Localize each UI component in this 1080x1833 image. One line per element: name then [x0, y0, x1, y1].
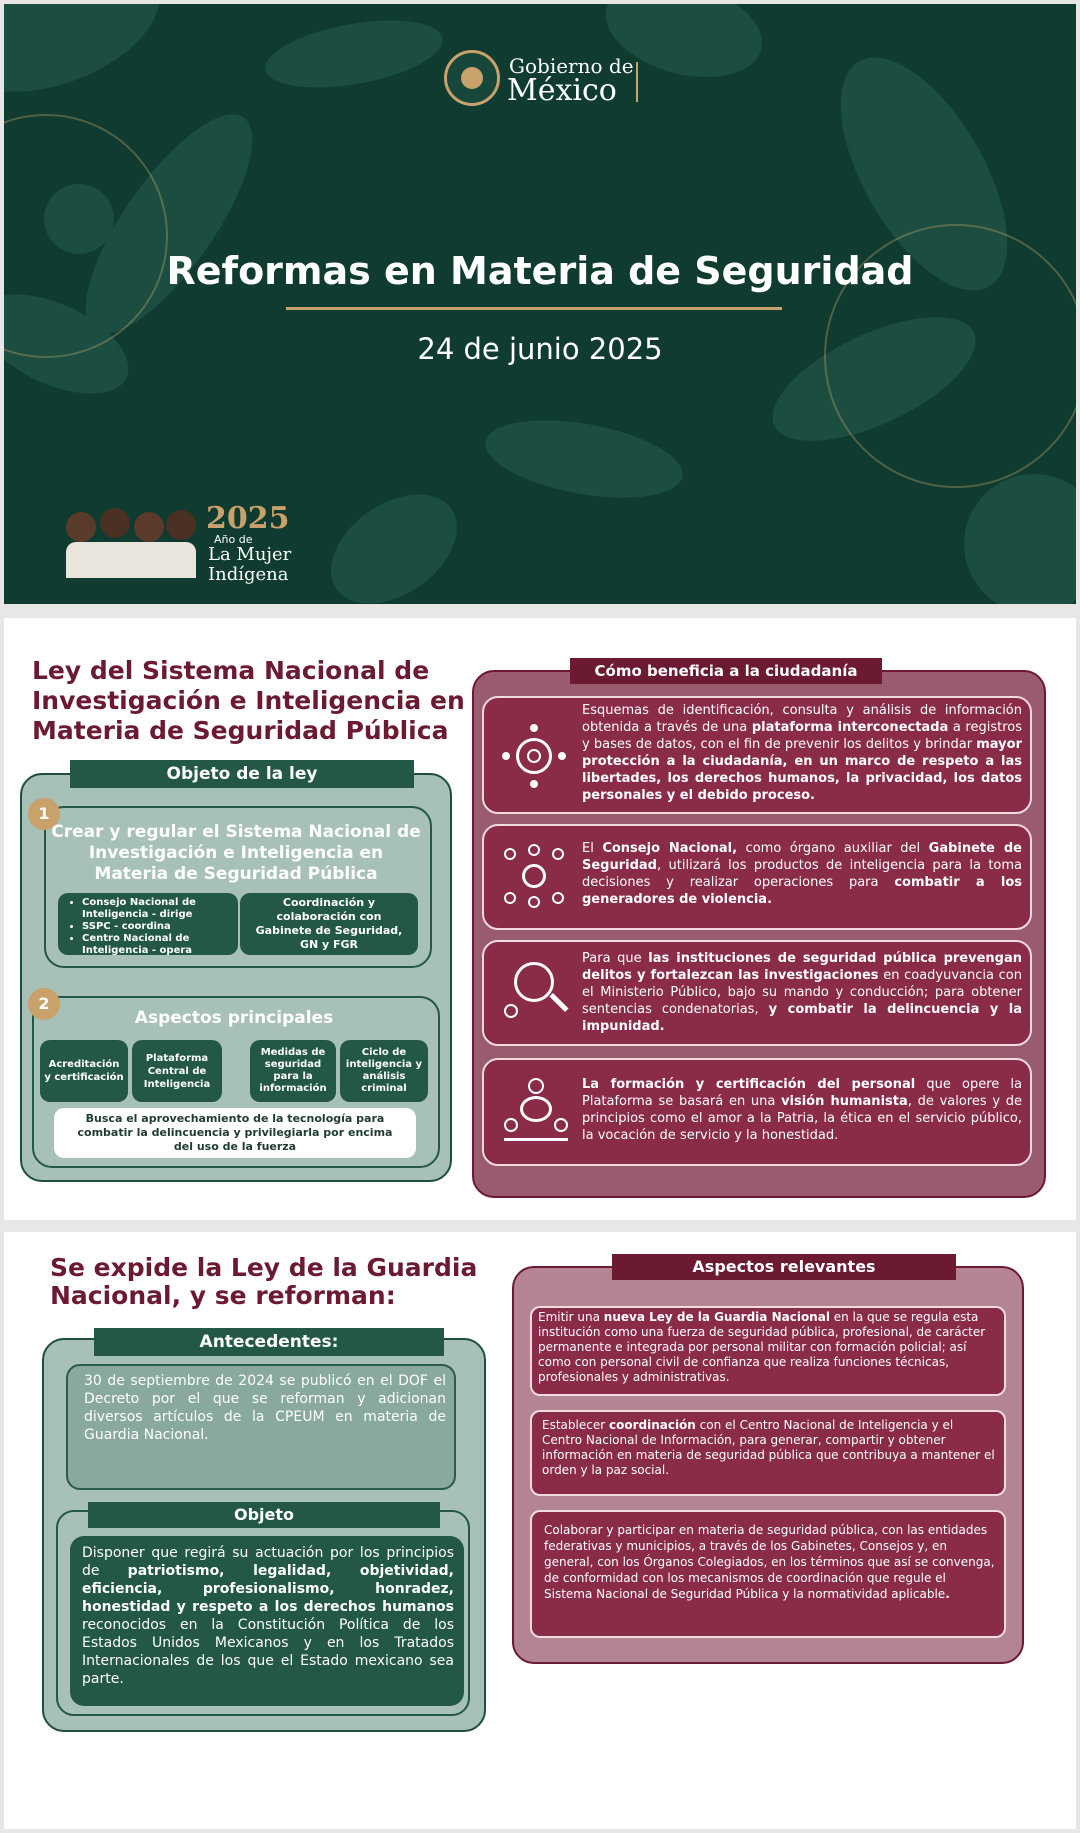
- text: Esquemas de identificación, consulta y análisis de información obtenida a través de una: [582, 703, 1022, 735]
- text: , utilizará los productos de inteligencia para la toma decisiones y realizar operaciones para: [582, 858, 1022, 890]
- step-2-badge: 2: [28, 988, 60, 1020]
- badge-line1: Año de: [214, 533, 253, 546]
- text: en la que se regula esta institución como una fuerza de seguridad pública, profesional, de carácter permanente e integrada por personal militar con formación policial; así como con personal civil de confianza que realiza funciones técnicas, profesionales y administrativas.: [538, 1310, 986, 1384]
- bullet-sspc: • SSPC - coordina: [82, 921, 234, 933]
- aspect-medidas: Medidas de seguridad para la información: [250, 1040, 336, 1102]
- bold-text: las instituciones de seguridad pública prevengan delitos y fortalezcan las investigaciones: [582, 951, 1022, 983]
- heading-line-3: Materia de Seguridad Pública: [32, 716, 449, 745]
- antecedentes-text: 30 de septiembre de 2024 se publicó en el DOF el Decreto por el que se reforman y adicionan diversos artículos de la CPEUM en materia de Guardia Nacional.: [84, 1373, 446, 1443]
- bullet-consejo: • Consejo Nacional de Inteligencia - dirige: [82, 897, 234, 921]
- text: a registros y bases de datos, con el fin de prevenir los delitos y brindar: [582, 720, 1022, 752]
- antecedentes-tab: Antecedentes:: [94, 1328, 444, 1356]
- heading-line-2: Investigación e Inteligencia en: [32, 686, 465, 715]
- bold-text: combatir a los generadores de violencia.: [582, 875, 1022, 907]
- bold-text: nueva Ley de la Guardia Nacional: [603, 1310, 830, 1324]
- bold-text: plataforma interconectada: [751, 720, 949, 735]
- objeto-text: [82, 1544, 454, 1688]
- aspectos-title: Aspectos principales: [134, 1008, 334, 1028]
- guardia-slide: [4, 1232, 1076, 1829]
- text: Colaborar y participar en materia de seguridad pública, con las entidades federativas y municipios, a través de los Gabinetes, Consejos y, en general, con los Órganos Colegiados, en los términos que así se convenga, de conformidad con los mecanismos de coordinación que regule el Sistema Nacional de Seguridad Pública y la normatividad aplicable: [544, 1523, 995, 1601]
- relevant-text-ley: [538, 1310, 1000, 1385]
- beneficia-tab: Cómo beneficia a la ciudadanía: [570, 658, 882, 684]
- objeto-tab-3: Objeto: [88, 1502, 440, 1528]
- badge-line2: La Mujer: [208, 544, 292, 565]
- bullets-box: [58, 893, 238, 955]
- bold-text: .: [945, 1587, 950, 1601]
- heading-line-1: Se expide la Ley de la Guardia: [50, 1253, 478, 1282]
- slide3-heading: [50, 1254, 490, 1310]
- text: Emitir una: [538, 1310, 604, 1324]
- text: Disponer que regirá su actuación por los principios de: [82, 1545, 454, 1579]
- badge-year: 2025: [206, 501, 290, 536]
- certified-staff-icon: [504, 1078, 568, 1142]
- bold-text: visión humanista: [781, 1094, 908, 1109]
- aspect-ciclo: Ciclo de inteligencia y análisis criminal: [340, 1040, 428, 1102]
- relevant-text-colaborar: [544, 1522, 996, 1602]
- logo-divider: [636, 62, 638, 102]
- relevant-text-coordinacion: [542, 1418, 996, 1478]
- network-gear-icon: [502, 724, 566, 788]
- coordination-box: Coordinación y colaboración con Gabinete de Seguridad, GN y FGR: [240, 893, 418, 955]
- busca-box: Busca el aprovechamiento de la tecnología para combatir la delincuencia y privilegiarla por encima del uso de la fuerza: [54, 1108, 416, 1158]
- cover-slide: [4, 4, 1076, 604]
- team-network-icon: [502, 844, 566, 908]
- create-title: [48, 822, 424, 885]
- text: El: [582, 841, 603, 856]
- relevantes-tab: Aspectos relevantes: [612, 1254, 956, 1280]
- create-line-1: Crear y regular el Sistema Nacional de: [51, 822, 421, 842]
- bold-text: mayor protección a la ciudadanía, en un marco de respeto a las libertades, los derechos humanos, la privacidad, los datos personales y el debido proceso.: [582, 737, 1022, 803]
- logo-top-text: Gobierno de: [509, 54, 634, 78]
- badge-line3: Indígena: [208, 564, 289, 585]
- cover-title: Reformas en Materia de Seguridad: [166, 249, 914, 293]
- benefit-text-formacion: [582, 1076, 1022, 1144]
- create-line-3: Materia de Seguridad Pública: [94, 864, 378, 884]
- magnifier-analysis-icon: [504, 958, 568, 1022]
- bold-text: coordinación: [608, 1418, 696, 1432]
- text: , de valores y de principios como el amor a la Patria, la ética en el servicio público, la vocación de servicio y la honestidad.: [582, 1094, 1022, 1143]
- text: como órgano auxiliar del: [737, 841, 929, 856]
- create-line-2: Investigación e Inteligencia en: [88, 843, 384, 863]
- title-underline: [286, 307, 782, 310]
- women-illustration-icon: [66, 498, 196, 578]
- text: en coadyuvancia con el Ministerio Público, bajo su mando y conducción; para obtener sentencias condenatorias,: [582, 968, 1022, 1017]
- government-seal-icon: [444, 50, 500, 106]
- bold-text: Consejo Nacional,: [602, 841, 738, 856]
- step-1-badge: 1: [28, 798, 60, 830]
- benefit-text-consejo: [582, 840, 1022, 908]
- bold-text: Gabinete de Seguridad: [582, 841, 1022, 873]
- aspect-plataforma: Plataforma Central de Inteligencia: [132, 1040, 222, 1102]
- text: reconocidos en la Constitución Política de los Estados Unidos Mexicanos y en los Tratados Internacionales de los que el Estado mexicano sea parte.: [82, 1617, 454, 1687]
- cover-date: 24 de junio 2025: [417, 332, 663, 366]
- benefit-text-platform: [582, 702, 1022, 804]
- text: Para que: [582, 951, 649, 966]
- text: que opere la Plataforma se basará en una: [582, 1077, 1023, 1109]
- bold-text: patriotismo, legalidad, objetividad, eficiencia, profesionalismo, honradez, honestidad y respeto a los derechos humanos: [82, 1563, 455, 1615]
- text: con el Centro Nacional de Inteligencia y el Centro Nacional de Información, para generar, compartir y obtener información en materia de seguridad pública que contribuya a mantener el orden y la paz social.: [542, 1418, 995, 1477]
- bold-text: y combatir la delincuencia y la impunidad.: [582, 1002, 1022, 1034]
- logo-bottom-text: México: [507, 73, 617, 108]
- aspect-acreditacion: Acreditación y certificación: [40, 1040, 128, 1102]
- bullet-centro: • Centro Nacional de Inteligencia - opera: [82, 933, 234, 957]
- slide2-heading: [32, 656, 472, 746]
- bold-text: La formación y certificación del personal: [582, 1077, 916, 1092]
- heading-line-2: Nacional, y se reforman:: [50, 1281, 396, 1310]
- law-slide: [4, 618, 1076, 1220]
- heading-line-1: Ley del Sistema Nacional de: [32, 656, 430, 685]
- benefit-text-instituciones: [582, 950, 1022, 1035]
- text: Establecer: [542, 1418, 609, 1432]
- objeto-tab: Objeto de la ley: [70, 760, 414, 788]
